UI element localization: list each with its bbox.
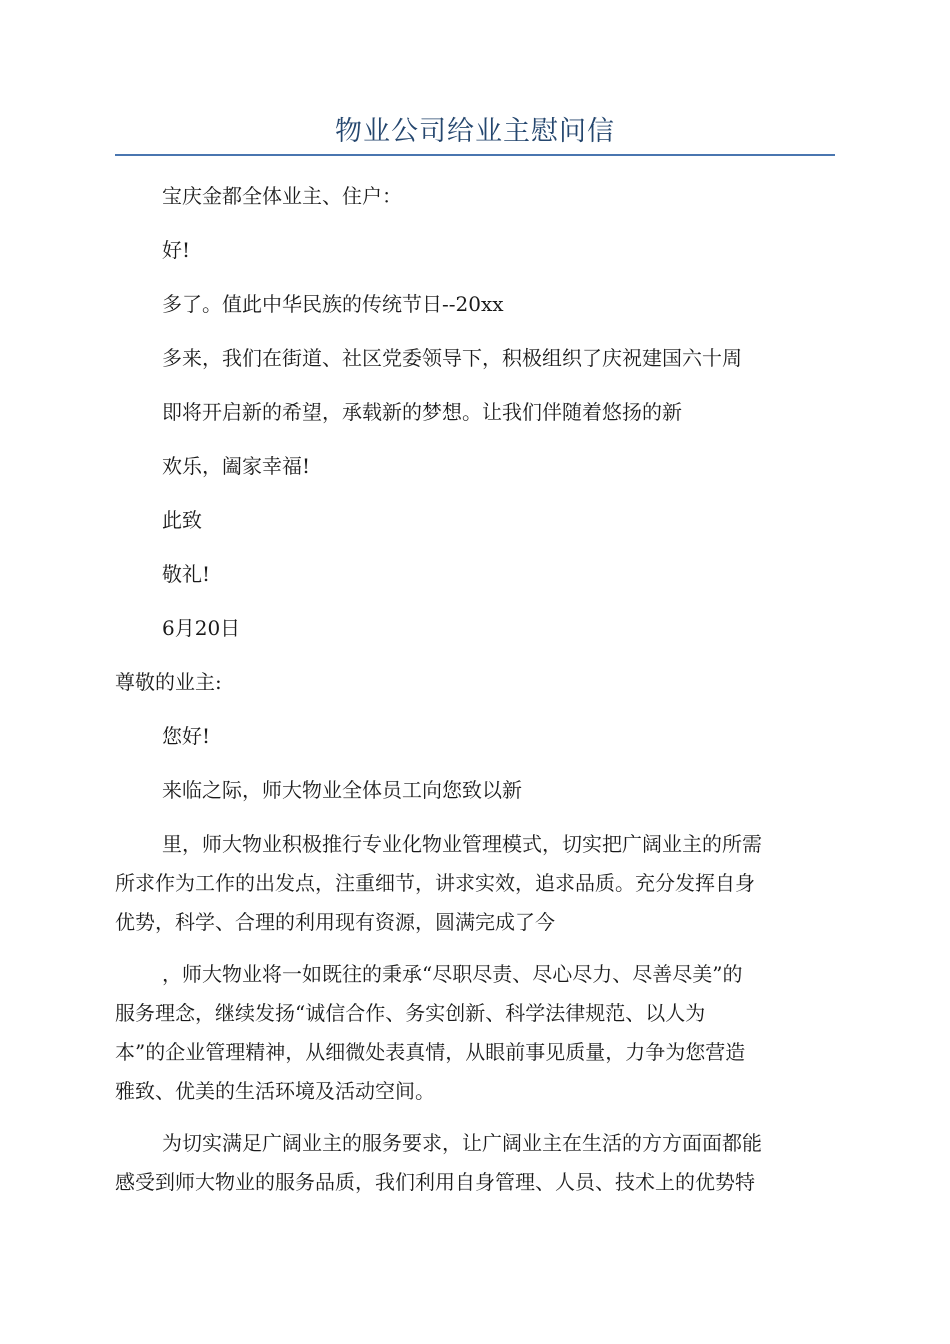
letter1-date: 6月20日	[162, 616, 241, 640]
letter1-line: 多来，我们在街道、社区党委领导下，积极组织了庆祝建国六十周	[162, 346, 742, 370]
title-underline	[115, 154, 835, 156]
letter1-closing: 敬礼!	[162, 562, 211, 586]
letter2-paragraph-line: 为切实满足广阔业主的服务要求，让广阔业主在生活的方方面面都能	[162, 1131, 762, 1155]
letter2-paragraph-line: 里，师大物业积极推行专业化物业管理模式，切实把广阔业主的所需	[162, 832, 762, 856]
letter2-paragraph-line: 雅致、优美的生活环境及活动空间。	[115, 1079, 435, 1103]
letter1-salutation: 宝庆金都全体业主、住户：	[162, 184, 402, 208]
letter2-greeting: 您好!	[162, 724, 211, 748]
document-title: 物业公司给业主慰问信	[335, 116, 615, 147]
letter1-line: 欢乐，阖家幸福!	[162, 454, 311, 478]
letter2-paragraph-line: 本”的企业管理精神，从细微处表真情，从眼前事见质量，力争为您营造	[115, 1040, 746, 1064]
letter1-line: 即将开启新的希望，承载新的梦想。让我们伴随着悠扬的新	[162, 400, 682, 424]
letter2-paragraph-line: 感受到师大物业的服务品质，我们利用自身管理、人员、技术上的优势特	[115, 1170, 755, 1194]
letter2-paragraph-line: ，师大物业将一如既往的秉承“尽职尽责、尽心尽力、尽善尽美”的	[162, 962, 743, 986]
letter1-greeting: 好!	[162, 238, 191, 262]
letter2-paragraph: 来临之际，师大物业全体员工向您致以新	[162, 778, 522, 802]
letter2-salutation: 尊敬的业主:	[115, 670, 222, 694]
letter2-paragraph-line: 服务理念，继续发扬“诚信合作、务实创新、科学法律规范、以人为	[115, 1001, 706, 1025]
letter2-paragraph-line: 所求作为工作的出发点，注重细节，讲求实效，追求品质。充分发挥自身	[115, 871, 755, 895]
letter1-line: 多了。值此中华民族的传统节日--20xx	[162, 292, 504, 316]
letter2-paragraph-line: 优势，科学、合理的利用现有资源，圆满完成了今	[115, 910, 555, 934]
letter1-closing: 此致	[162, 508, 202, 532]
